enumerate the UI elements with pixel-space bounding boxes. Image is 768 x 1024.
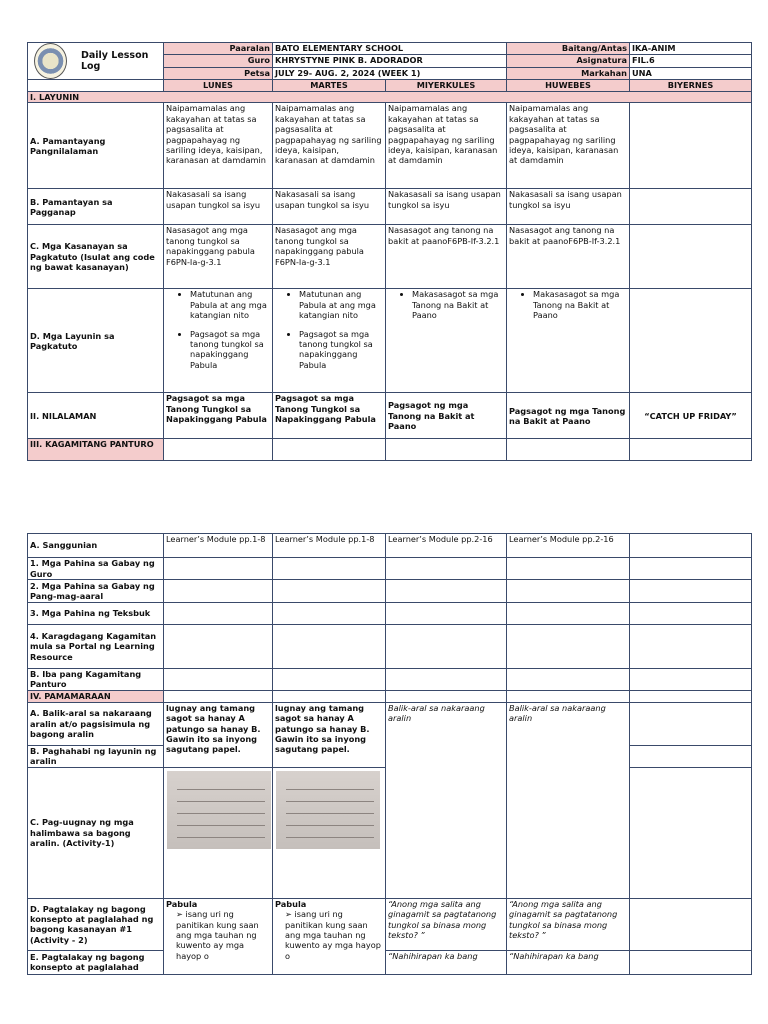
row-label-iba-pang-kagamitan: B. Iba pang Kagamitang Panturo [28, 669, 164, 691]
lesson-log-table-2 [27, 533, 752, 975]
empty-cell [386, 439, 507, 461]
row-label-gabay-mag-aaral: 2. Mga Pahina sa Gabay ng Pang-mag-aaral [28, 580, 164, 603]
grade-value: IKA-ANIM [630, 43, 752, 55]
quarter-value: UNA [630, 67, 752, 79]
cell-sanggunian-huwebes: Learner’s Module pp.2-16 [507, 534, 630, 558]
cell-pagtalakay2-huwebes: “Nahihirapan ka bang [507, 950, 630, 974]
empty-cell [164, 439, 273, 461]
cell-b-martes: Nakasasali sa isang usapan tungkol sa isyu [273, 189, 386, 225]
activity-photo [276, 771, 380, 849]
list-item-text: isang uri ng panitikan kung saan ang mga tauhan ng kuwento ay mga hayop o [285, 909, 381, 961]
row-label-teksbuk: 3. Mga Pahina ng Teksbuk [28, 603, 164, 625]
cell-b-lunes: Nakasasali sa isang usapan tungkol sa isyu [164, 189, 273, 225]
list-item: • Makasasagot sa mga Tanong na Bakit at Paano [533, 289, 627, 320]
pabula-title: Pabula [275, 898, 307, 909]
activity-photo [167, 771, 271, 849]
day-header-lunes: LUNES [164, 80, 273, 92]
cell-d-martes [273, 289, 386, 393]
school-value: BATO ELEMENTARY SCHOOL [273, 43, 507, 55]
list-item: • Matutunan ang Pabula at ang mga katangian nito [190, 289, 270, 320]
list-item: • Pagsagot sa mga tanong tungkol sa napakinggang Pabula [299, 329, 383, 371]
empty-cell [630, 950, 752, 974]
cell-a-lunes: Naipamamalas ang kakayahan at tatas sa pagsasalita at pagpapahayag ng sariling ideya, kaisipan, karanasan at damdamin [164, 103, 273, 189]
cell-pagtalakay-huwebes: “Anong mga salita ang ginagamit sa pagtatanong tungkol sa binasa mong teksto? ” [507, 898, 630, 950]
cell-nilalaman-biyernes: “CATCH UP FRIDAY” [630, 393, 752, 439]
row-label-balik-aral: A. Balik-aral sa nakaraang aralin at/o pagsisimula ng bagong aralin [28, 702, 164, 745]
cell-d-biyernes [630, 289, 752, 393]
list-item: • Pagsagot sa mga tanong tungkol sa napakinggang Pabula [190, 329, 270, 371]
empty-cell [507, 439, 630, 461]
cell-d-lunes [164, 289, 273, 393]
day-header-biyernes: BIYERNES [630, 80, 752, 92]
header-logo-cell [28, 43, 164, 80]
cell-a-biyernes [630, 103, 752, 189]
empty-cell [630, 767, 752, 898]
row-label-paghahabi: B. Paghahabi ng layunin ng aralin [28, 745, 164, 767]
row-label-learning-resource: 4. Karagdagang Kagamitan mula sa Portal ng Learning Resource [28, 625, 164, 669]
cell-nilalaman-miyerkules: Pagsagot ng mga Tanong na Bakit at Paano [386, 393, 507, 439]
row-label-pag-uugnay: C. Pag-uugnay ng mga halimbawa sa bagong aralin. (Activity-1) [28, 767, 164, 898]
cell-a-huwebes: Naipamamalas ang kakayahan at tatas sa pagsasalita at pagpapahayag ng sariling ideya, kaisipan, karanasan at damdamin [507, 103, 630, 189]
row-label-layunin-sa-pagkatuto: D. Mga Layunin sa Pagkatuto [28, 289, 164, 393]
cell-d-huwebes [507, 289, 630, 393]
date-label: Petsa [164, 67, 273, 79]
cell-c-martes: Nasasagot ang mga tanong tungkol sa napakinggang pabula F6PN-Ia-g-3.1 [273, 225, 386, 289]
cell-balik-aral-miyerkules: Balik-aral sa nakaraang aralin [386, 702, 507, 898]
cell-sanggunian-miyerkules: Learner’s Module pp.2-16 [386, 534, 507, 558]
cell-c-huwebes: Nasasagot ang tanong na bakit at paanoF6PB-If-3.2.1 [507, 225, 630, 289]
cell-b-biyernes [630, 189, 752, 225]
cell-pagtalakay2-miyerkules: “Nahihirapan ka bang [386, 950, 507, 974]
cell-b-huwebes: Nakasasali sa isang usapan tungkol sa isyu [507, 189, 630, 225]
cell-sanggunian-martes: Learner’s Module pp.1-8 [273, 534, 386, 558]
cell-b-miyerkules: Nakasasali sa isang usapan tungkol sa isyu [386, 189, 507, 225]
row-label-gabay-ng-guro: 1. Mga Pahina sa Gabay ng Guro [28, 558, 164, 580]
empty-cell [630, 439, 752, 461]
cell-nilalaman-martes: Pagsagot sa mga Tanong Tungkol sa Napakinggang Pabula [273, 393, 386, 439]
row-label-pamantayang-pangnilalaman: A. Pamantayang Pangnilalaman [28, 103, 164, 189]
date-value: JULY 29- AUG. 2, 2024 (WEEK 1) [273, 67, 507, 79]
lesson-log-table-1 [27, 42, 752, 461]
teacher-label: Guro [164, 55, 273, 67]
cell-c-biyernes [630, 225, 752, 289]
school-label: Paaralan [164, 43, 273, 55]
list-item: • Matutunan ang Pabula at ang mga katangian nito [299, 289, 383, 320]
day-header-huwebes: HUWEBES [507, 80, 630, 92]
grade-label: Baitang/Antas [507, 43, 630, 55]
cell-balik-aral-martes: lugnay ang tamang sagot sa hanay A patungo sa hanay B. Gawin ito sa inyong sagutang papel. [273, 702, 386, 767]
cell-nilalaman-lunes: Pagsagot sa mga Tanong Tungkol sa Napakinggang Pabula [164, 393, 273, 439]
list-item: • Makasasagot sa mga Tanong na Bakit at Paano [412, 289, 504, 320]
section-layunin: I. LAYUNIN [28, 92, 752, 103]
cell-balik-aral-lunes: lugnay ang tamang sagot sa hanay A patungo sa hanay B. Gawin ito sa inyong sagutang papel. [164, 702, 273, 767]
empty-cell [273, 439, 386, 461]
cell-nilalaman-huwebes: Pagsagot ng mga Tanong na Bakit at Paano [507, 393, 630, 439]
cell-pag-uugnay-lunes [164, 767, 273, 898]
cell-c-lunes: Nasasagot ang mga tanong tungkol sa napakinggang pabula F6PN-Ia-g-3.1 [164, 225, 273, 289]
pabula-title: Pabula [166, 898, 198, 909]
row-label-pamantayan-sa-pagganap: B. Pamantayan sa Pagganap [28, 189, 164, 225]
empty-cell [630, 534, 752, 558]
empty-cell [630, 702, 752, 745]
row-label-sanggunian: A. Sanggunian [28, 534, 164, 558]
empty-cell [630, 898, 752, 950]
day-header-miyerkules: MIYERKULES [386, 80, 507, 92]
cell-balik-aral-huwebes: Balik-aral sa nakaraang aralin [507, 702, 630, 898]
cell-sanggunian-lunes: Learner’s Module pp.1-8 [164, 534, 273, 558]
list-item: ➢ isang uri ng panitikan kung saan ang mga tauhan ng kuwento ay mga hayop o [285, 909, 381, 961]
section-pamamaraan: IV. PAMAMARAAN [28, 690, 164, 702]
empty-header-cell [28, 80, 164, 92]
cell-pagtalakay-martes [273, 898, 386, 974]
cell-pagtalakay-miyerkules: “Anong mga salita ang ginagamit sa pagtatanong tungkol sa binasa mong teksto? ” [386, 898, 507, 950]
section-kagamitang-panturo: III. KAGAMITANG PANTURO [28, 439, 164, 461]
school-seal-icon [34, 43, 67, 79]
cell-a-miyerkules: Naipamamalas ang kakayahan at tatas sa pagsasalita at pagpapahayag ng sariling ideya, kaisipan, karanasan at damdamin [386, 103, 507, 189]
empty-cell [630, 745, 752, 767]
list-item: ➢ isang uri ng panitikan kung saan ang mga tauhan ng kuwento ay mga hayop o [176, 909, 259, 961]
list-item-text: isang uri ng panitikan kung saan ang mga tauhan ng kuwento ay mga hayop o [176, 909, 259, 961]
day-header-martes: MARTES [273, 80, 386, 92]
section-nilalaman: II. NILALAMAN [28, 393, 164, 439]
row-label-pagtalakay-1: D. Pagtalakay ng bagong konsepto at paglalahad ng bagong kasanayan #1 (Activity - 2) [28, 898, 164, 950]
document-title: Daily Lesson Log [80, 50, 149, 72]
subject-label: Asignatura [507, 55, 630, 67]
quarter-label: Markahan [507, 67, 630, 79]
teacher-value: KHRYSTYNE PINK B. ADORADOR [273, 55, 507, 67]
cell-pagtalakay-lunes [164, 898, 273, 974]
row-label-pagtalakay-2: E. Pagtalakay ng bagong konsepto at paglalahad [28, 950, 164, 974]
cell-a-martes: Naipamamalas ang kakayahan at tatas sa pagsasalita at pagpapahayag ng sariling ideya, kaisipan, karanasan at damdamin [273, 103, 386, 189]
subject-value: FIL.6 [630, 55, 752, 67]
cell-d-miyerkules [386, 289, 507, 393]
row-label-kasanayan: C. Mga Kasanayan sa Pagkatuto (Isulat ang code ng bawat kasanayan) [28, 225, 164, 289]
cell-pag-uugnay-martes [273, 767, 386, 898]
cell-c-miyerkules: Nasasagot ang tanong na bakit at paanoF6PB-If-3.2.1 [386, 225, 507, 289]
